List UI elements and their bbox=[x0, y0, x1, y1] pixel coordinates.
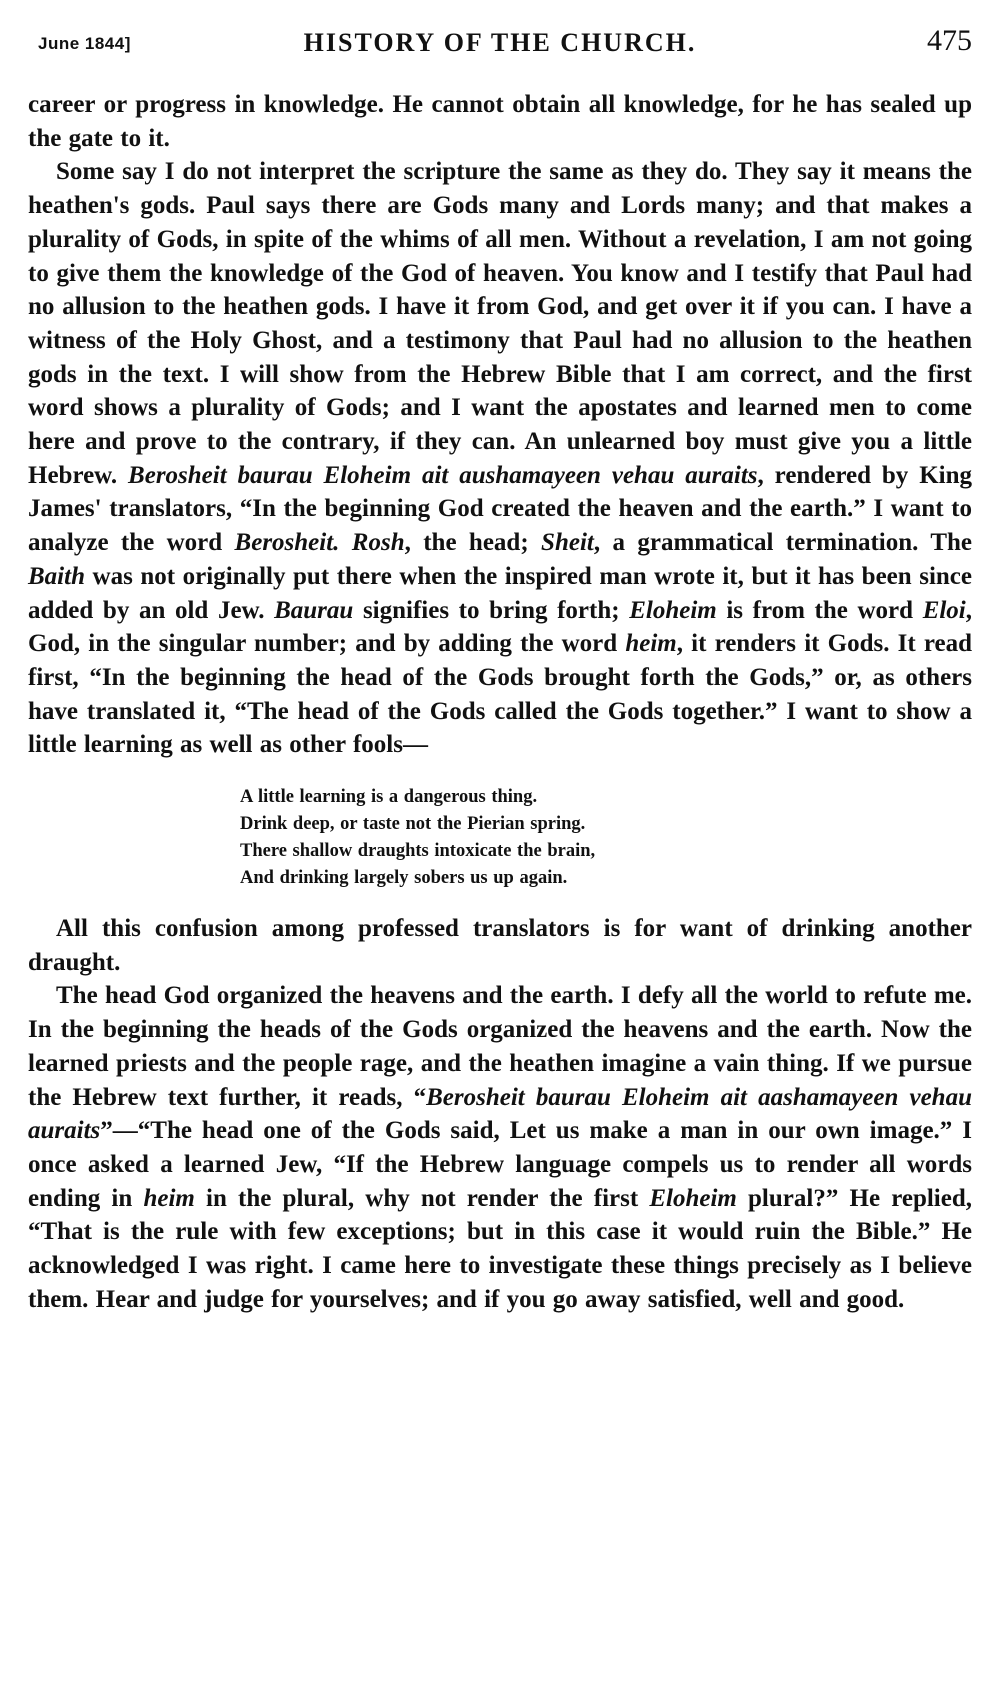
body-text bbox=[28, 88, 972, 1317]
text-run: The head God organized the heavens and the earth. I defy all the world to refute me. In the beginning the heads of the Gods organized the heavens and the earth. Now the learned priests and the people rage, and the heathen imagine a vain thing. If we pursue the Hebrew text further, it reads, “ bbox=[28, 982, 972, 1111]
text-run: was not originally put there when the inspired man wrote it, but it has been since added by an old Jew. bbox=[28, 562, 972, 624]
hebrew-word: Baith bbox=[28, 562, 85, 590]
running-head-date: June 1844] bbox=[38, 34, 131, 53]
paragraph-continuation bbox=[28, 88, 972, 155]
book-page bbox=[28, 22, 972, 1317]
paragraph-text: career or progress in knowledge. He cannot obtain all knowledge, for he has sealed up the gate to it. bbox=[28, 91, 972, 152]
hebrew-word: heim bbox=[625, 630, 677, 658]
paragraph-translators bbox=[28, 912, 972, 979]
running-head-title: HISTORY OF THE CHURCH. bbox=[303, 28, 697, 57]
paragraph-plurality-of-gods bbox=[28, 155, 972, 762]
text-run: Some say I do not interpret the scripture the same as they do. They say it means the heathen's gods. Paul says there are Gods many and Lords many; and that makes a plurality of Gods, in spite of the whims of all men. Without a revelation, I am not going to give them the knowledge of the God of heaven. You know and I testify that Paul had no allusion to the heathen gods. I have it from God, and get over it if you can. I have a witness of the Holy Ghost, and a testimony that Paul had no allusion to the heathen gods in the text. I will show from the Hebrew Bible that I am correct, and the first word shows a plurality of Gods; and I want the apostates and learned men to come here and prove to the contrary, if they can. An unlearned boy must give you a little Hebrew. bbox=[28, 158, 972, 489]
text-run: , the head; bbox=[404, 529, 529, 557]
running-head bbox=[28, 22, 972, 66]
hebrew-word: Eloi bbox=[922, 596, 966, 624]
hebrew-word: Sheit bbox=[541, 529, 594, 557]
hebrew-phrase: Berosheit baurau Eloheim ait aushamayeen vehau auraits bbox=[128, 461, 758, 489]
text-run: , it renders it Gods. It read first, “In the beginning the head of the Gods brought forth the Gods,” or, as others have translated it, “The head of the Gods called the Gods together.” I want to show a little learning as well as other fools— bbox=[28, 630, 972, 759]
text-run: is from the word bbox=[726, 596, 914, 624]
verse-line: There shallow draughts intoxicate the brain, bbox=[240, 841, 596, 862]
page-number: 475 bbox=[927, 24, 972, 57]
text-run: in the plural, why not render the first bbox=[206, 1184, 639, 1212]
paragraph-text: All this confusion among professed translators is for want of drinking another draught. bbox=[28, 915, 972, 976]
text-run: , a grammatical termination. The bbox=[593, 529, 972, 557]
hebrew-word: Eloheim bbox=[629, 596, 717, 624]
verse-line: Drink deep, or taste not the Pierian spring. bbox=[240, 814, 586, 835]
text-run: , rendered by King James' translators, “In the beginning God created the heaven and the earth.” I want to analyze the word bbox=[28, 461, 972, 557]
hebrew-word: Berosheit. Rosh bbox=[234, 529, 405, 557]
hebrew-word: heim bbox=[143, 1184, 195, 1212]
verse-quotation bbox=[240, 784, 972, 892]
paragraph-head-god bbox=[28, 979, 972, 1316]
text-run: signifies to bring forth; bbox=[362, 596, 620, 624]
text-run: ”—“The head one of the Gods said, Let us make a man in our own image.” I once asked a learned Jew, “If the Hebrew language compels us to render all words ending in bbox=[28, 1117, 972, 1212]
hebrew-word: Baurau bbox=[274, 596, 354, 624]
verse-line: A little learning is a dangerous thing. bbox=[240, 787, 538, 808]
verse-line: And drinking largely sobers us up again. bbox=[240, 868, 568, 889]
text-run: , God, in the singular number; and by adding the word bbox=[28, 596, 973, 658]
text-run: plural?” He replied, “That is the rule with few exceptions; but in this case it would ruin the Bible.” He acknowledged I was right. I came here to investigate these things precisely as I believe them. Hear and judge for yourselves; and if you go away satisfied, well and good. bbox=[28, 1184, 972, 1313]
hebrew-phrase: Berosheit baurau Eloheim ait aashamayeen vehau auraits bbox=[28, 1083, 972, 1145]
hebrew-word: Eloheim bbox=[649, 1184, 737, 1212]
